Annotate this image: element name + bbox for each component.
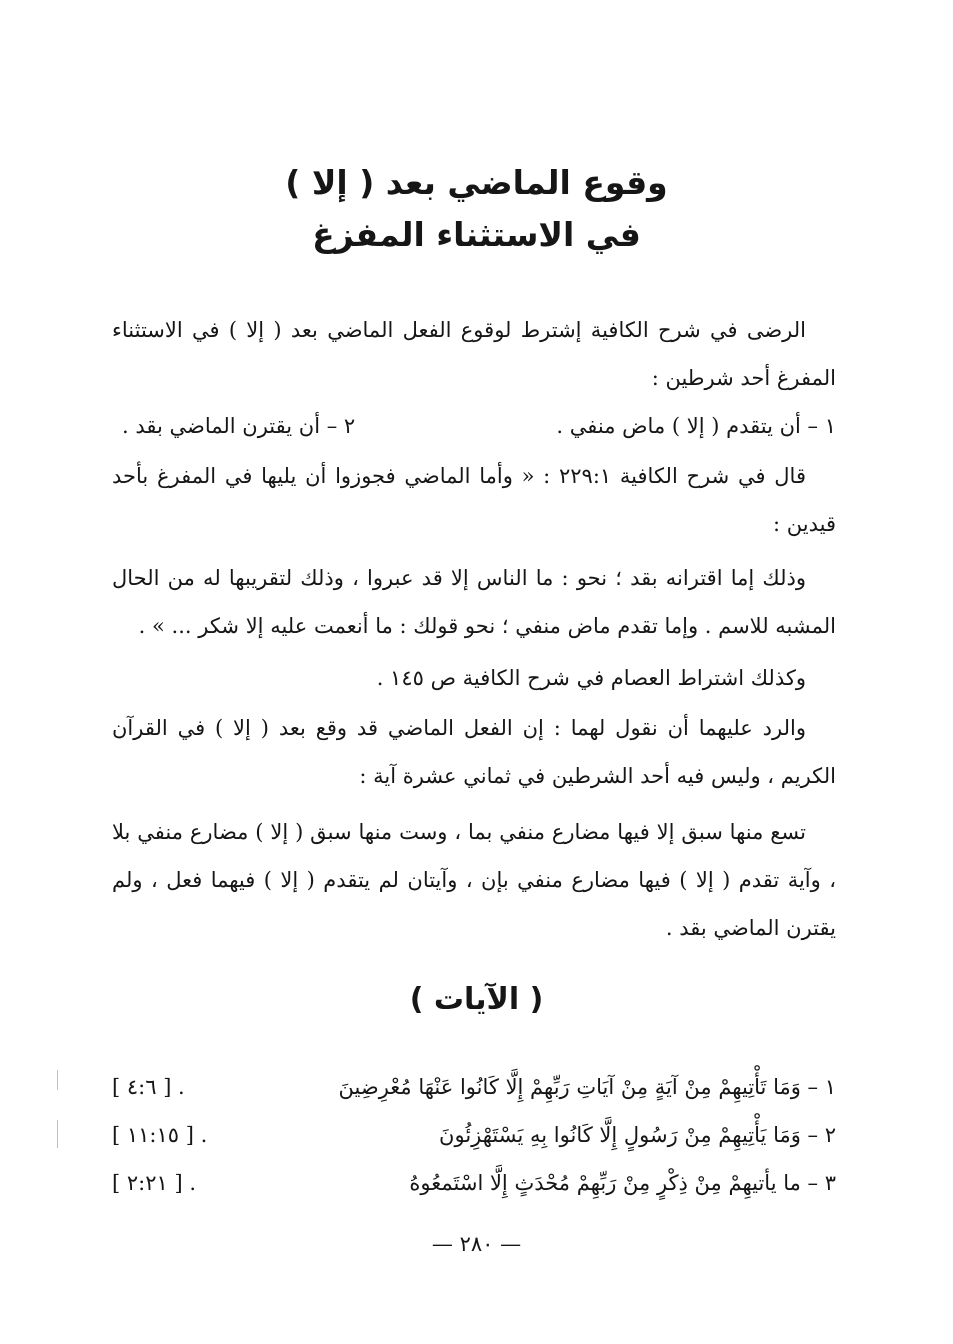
- verse-text: ٢ – وَمَا يَأْتِيهِمْ مِنْ رَسُولٍ إِلَّا كَانُوا بِهِ يَسْتَهْزِئُونَ: [439, 1123, 836, 1147]
- paragraph-rebuttal: والرد عليهما أن نقول لهما : إن الفعل الماضي قد وقع بعد ( إلا ) في القرآن الكريم ، وليس فيه أحد الشرطين في ثماني عشرة آية :: [112, 716, 836, 788]
- paragraph-intro: الرضى في شرح الكافية إشترط لوقوع الفعل الماضي بعد ( إلا ) في الاستثناء المفرغ أحد شرطين :: [112, 318, 836, 390]
- condition-2: ٢ – أن يقترن الماضي بقد .: [122, 414, 356, 438]
- verse-text: ١ – وَمَا تَأْتِيهِمْ مِنْ آيَةٍ مِنْ آيَاتِ رَبِّهِمْ إِلَّا كَانُوا عَنْهَا مُعْرِضِينَ: [338, 1075, 836, 1099]
- verse-reference: [ ١١:١٥ ] .: [112, 1123, 208, 1147]
- conditions-line: [112, 402, 836, 450]
- condition-1: ١ – أن يتقدم ( إلا ) ماض منفي .: [556, 414, 836, 438]
- verse-text: ٣ – ما يأتيهِمْ مِنْ ذِكْرٍ مِنْ رَبِّهِمْ مُحْدَثٍ إِلَّا اسْتَمعُوهُ: [409, 1171, 836, 1195]
- verse-reference: [ ٢:٢١ ] .: [112, 1171, 197, 1195]
- paragraph-quote-body: وذلك إما اقترانه بقد ؛ نحو : ما الناس إلا قد عبروا ، وذلك لتقريبها له من الحال المشبه للاسم . وإما تقدم ماض منفي ؛ نحو قولك : ما أنعمت عليه إلا شكر ... » .: [112, 566, 836, 638]
- verse-line: [112, 1111, 836, 1159]
- page-title-line-2: في الاستثناء المفزغ: [312, 215, 641, 254]
- verse-line: [112, 1159, 836, 1207]
- verse-line: [112, 1063, 836, 1111]
- paragraph-isam: وكذلك اشتراط العصام في شرح الكافية ص ١٤٥ .: [376, 666, 806, 690]
- verse-reference: [ ٤:٦ ] .: [112, 1075, 185, 1099]
- page-title-line-1: وقوع الماضي بعد ( إلا ): [285, 163, 668, 202]
- paragraph-breakdown: تسع منها سبق إلا فيها مضارع منفي بما ، وست منها سبق ( إلا ) مضارع منفي بلا ، وآية تقدم ( إلا ) فيها مضارع منفي بإن ، وآيتان لم يتقدم ( إلا ) فيهما فعل ، ولم يقترن الماضي بقد .: [112, 820, 836, 940]
- paragraph-quote-start: قال في شرح الكافية ٢٢٩:١ : « وأما الماضي فجوزوا أن يليها في المفرغ بأحد قيدين :: [112, 464, 836, 536]
- section-heading-verses: ( الآيات ): [409, 982, 544, 1017]
- page-number: — ٢٨٠ —: [431, 1232, 522, 1256]
- scan-margin-marks: [55, 1070, 61, 1160]
